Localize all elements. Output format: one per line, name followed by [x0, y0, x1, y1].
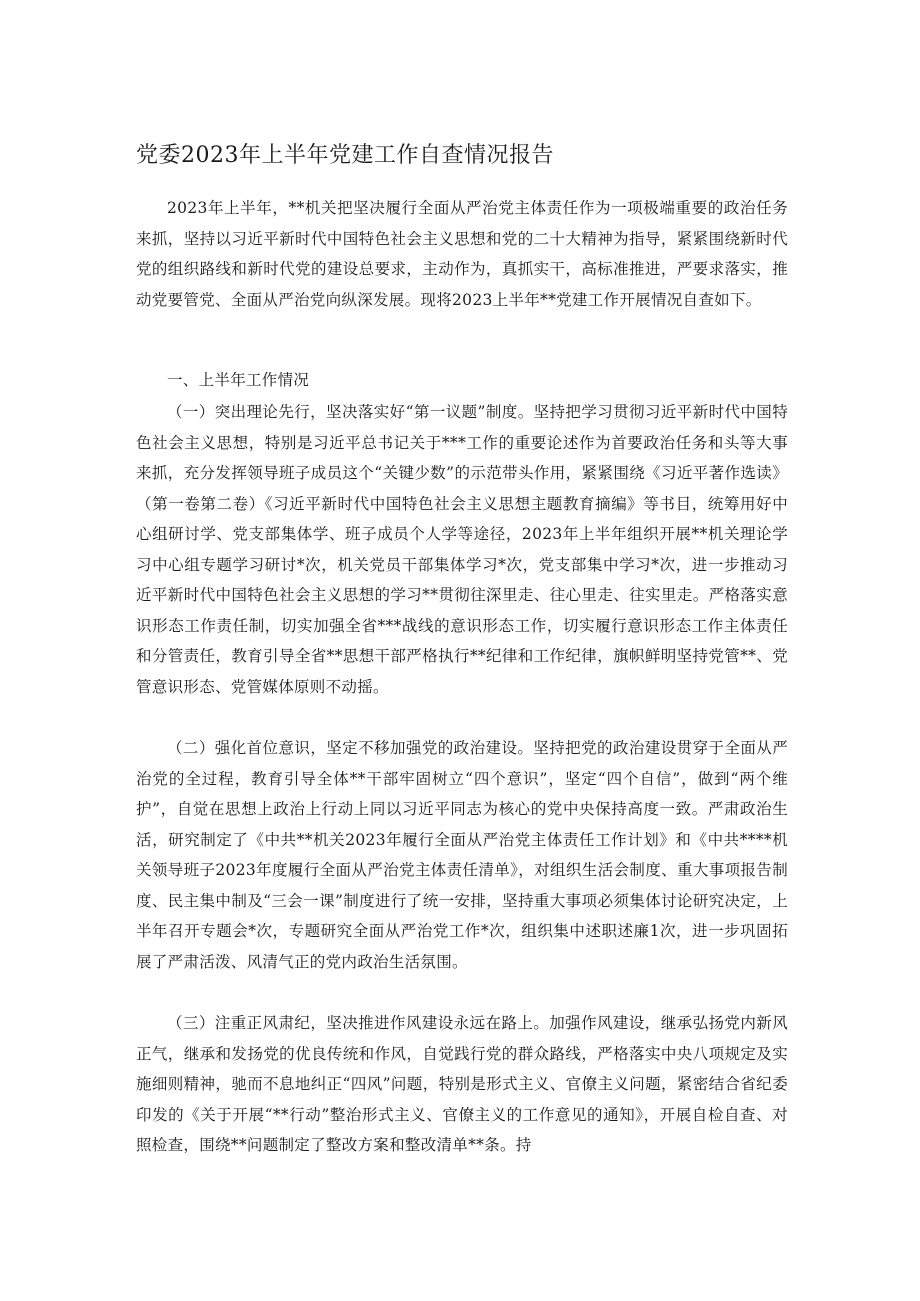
section-heading-1: 一、上半年工作情况	[167, 371, 310, 389]
paragraph-item-3: （三）注重正风肃纪，坚决推进作风建设永远在路上。加强作风建设，继承弘扬党内新风正气，继承和发扬党的优良传统和作风，自觉践行党的群众路线，严格落实中央八项规定及实施细则精神，驰而不息地纠正“四风”问题，特别是形式主义、官僚主义问题，紧密结合省纪委印发的《关于开展“**行动”整治形式主义、官僚主义的工作意见的通知》，开展自检自查、对照检查，围绕**问题制定了整改方案和整改清单**条。持	[136, 1014, 788, 1154]
paragraph-item-1: （一）突出理论先行，坚决落实好“第一议题”制度。坚持把学习贯彻习近平新时代中国特色社会主义思想，特别是习近平总书记关于***工作的重要论述作为首要政治任务和头等大事来抓，充分发挥领导班子成员这个“关键少数”的示范带头作用，紧紧围绕《习近平著作选读》（第一卷第二卷）《习近平新时代中国特色社会主义思想主题教育摘编》等书目，统筹用好中心组研讨学、党支部集体学、班子成员个人学等途径，2023年上半年组织开展**机关理论学习中心组专题学习研讨*次，机关党员干部集体学习*次，党支部集中学习*次，进一步推动习近平新时代中国特色社会主义思想的学习**贯彻往深里走、往心里走、往实里走。严格落实意识形态工作责任制，切实加强全省***战线的意识形态工作，切实履行意识形态工作主体责任和分管责任，教育引导全省**思想干部严格执行**纪律和工作纪律，旗帜鲜明坚持党管**、党管意识形态、党管媒体原则不动摇。	[136, 403, 788, 696]
paragraph-item-2: （二）强化首位意识，坚定不移加强党的政治建设。坚持把党的政治建设贯穿于全面从严治党的全过程，教育引导全体**干部牢固树立“四个意识”，坚定“四个自信”，做到“两个维护”，自觉在思想上政治上行动上同以习近平同志为核心的党中央保持高度一致。严肃政治生活，研究制定了《中共**机关2023年履行全面从严治党主体责任工作计划》和《中共****机关领导班子2023年度履行全面从严治党主体责任清单》，对组织生活会制度、重大事项报告制度、民主集中制及“三会一课”制度进行了统一安排，坚持重大事项必须集体讨论研究决定，上半年召开专题会*次，专题研究全面从严治党工作*次，组织集中述职述廉1次，进一步巩固拓展了严肃活泼、风清气正的党内政治生活氛围。	[136, 739, 788, 971]
document-title: 党委2023年上半年党建工作自查情况报告	[136, 143, 554, 168]
intro-paragraph: 2023年上半年，**机关把坚决履行全面从严治党主体责任作为一项极端重要的政治任务来抓，坚持以习近平新时代中国特色社会主义思想和党的二十大精神为指导，紧紧围绕新时代党的组织路线和新时代党的建设总要求，主动作为，真抓实干，高标准推进，严要求落实，推动党要管党、全面从严治党向纵深发展。现将2023上半年**党建工作开展情况自查如下。	[136, 199, 788, 309]
